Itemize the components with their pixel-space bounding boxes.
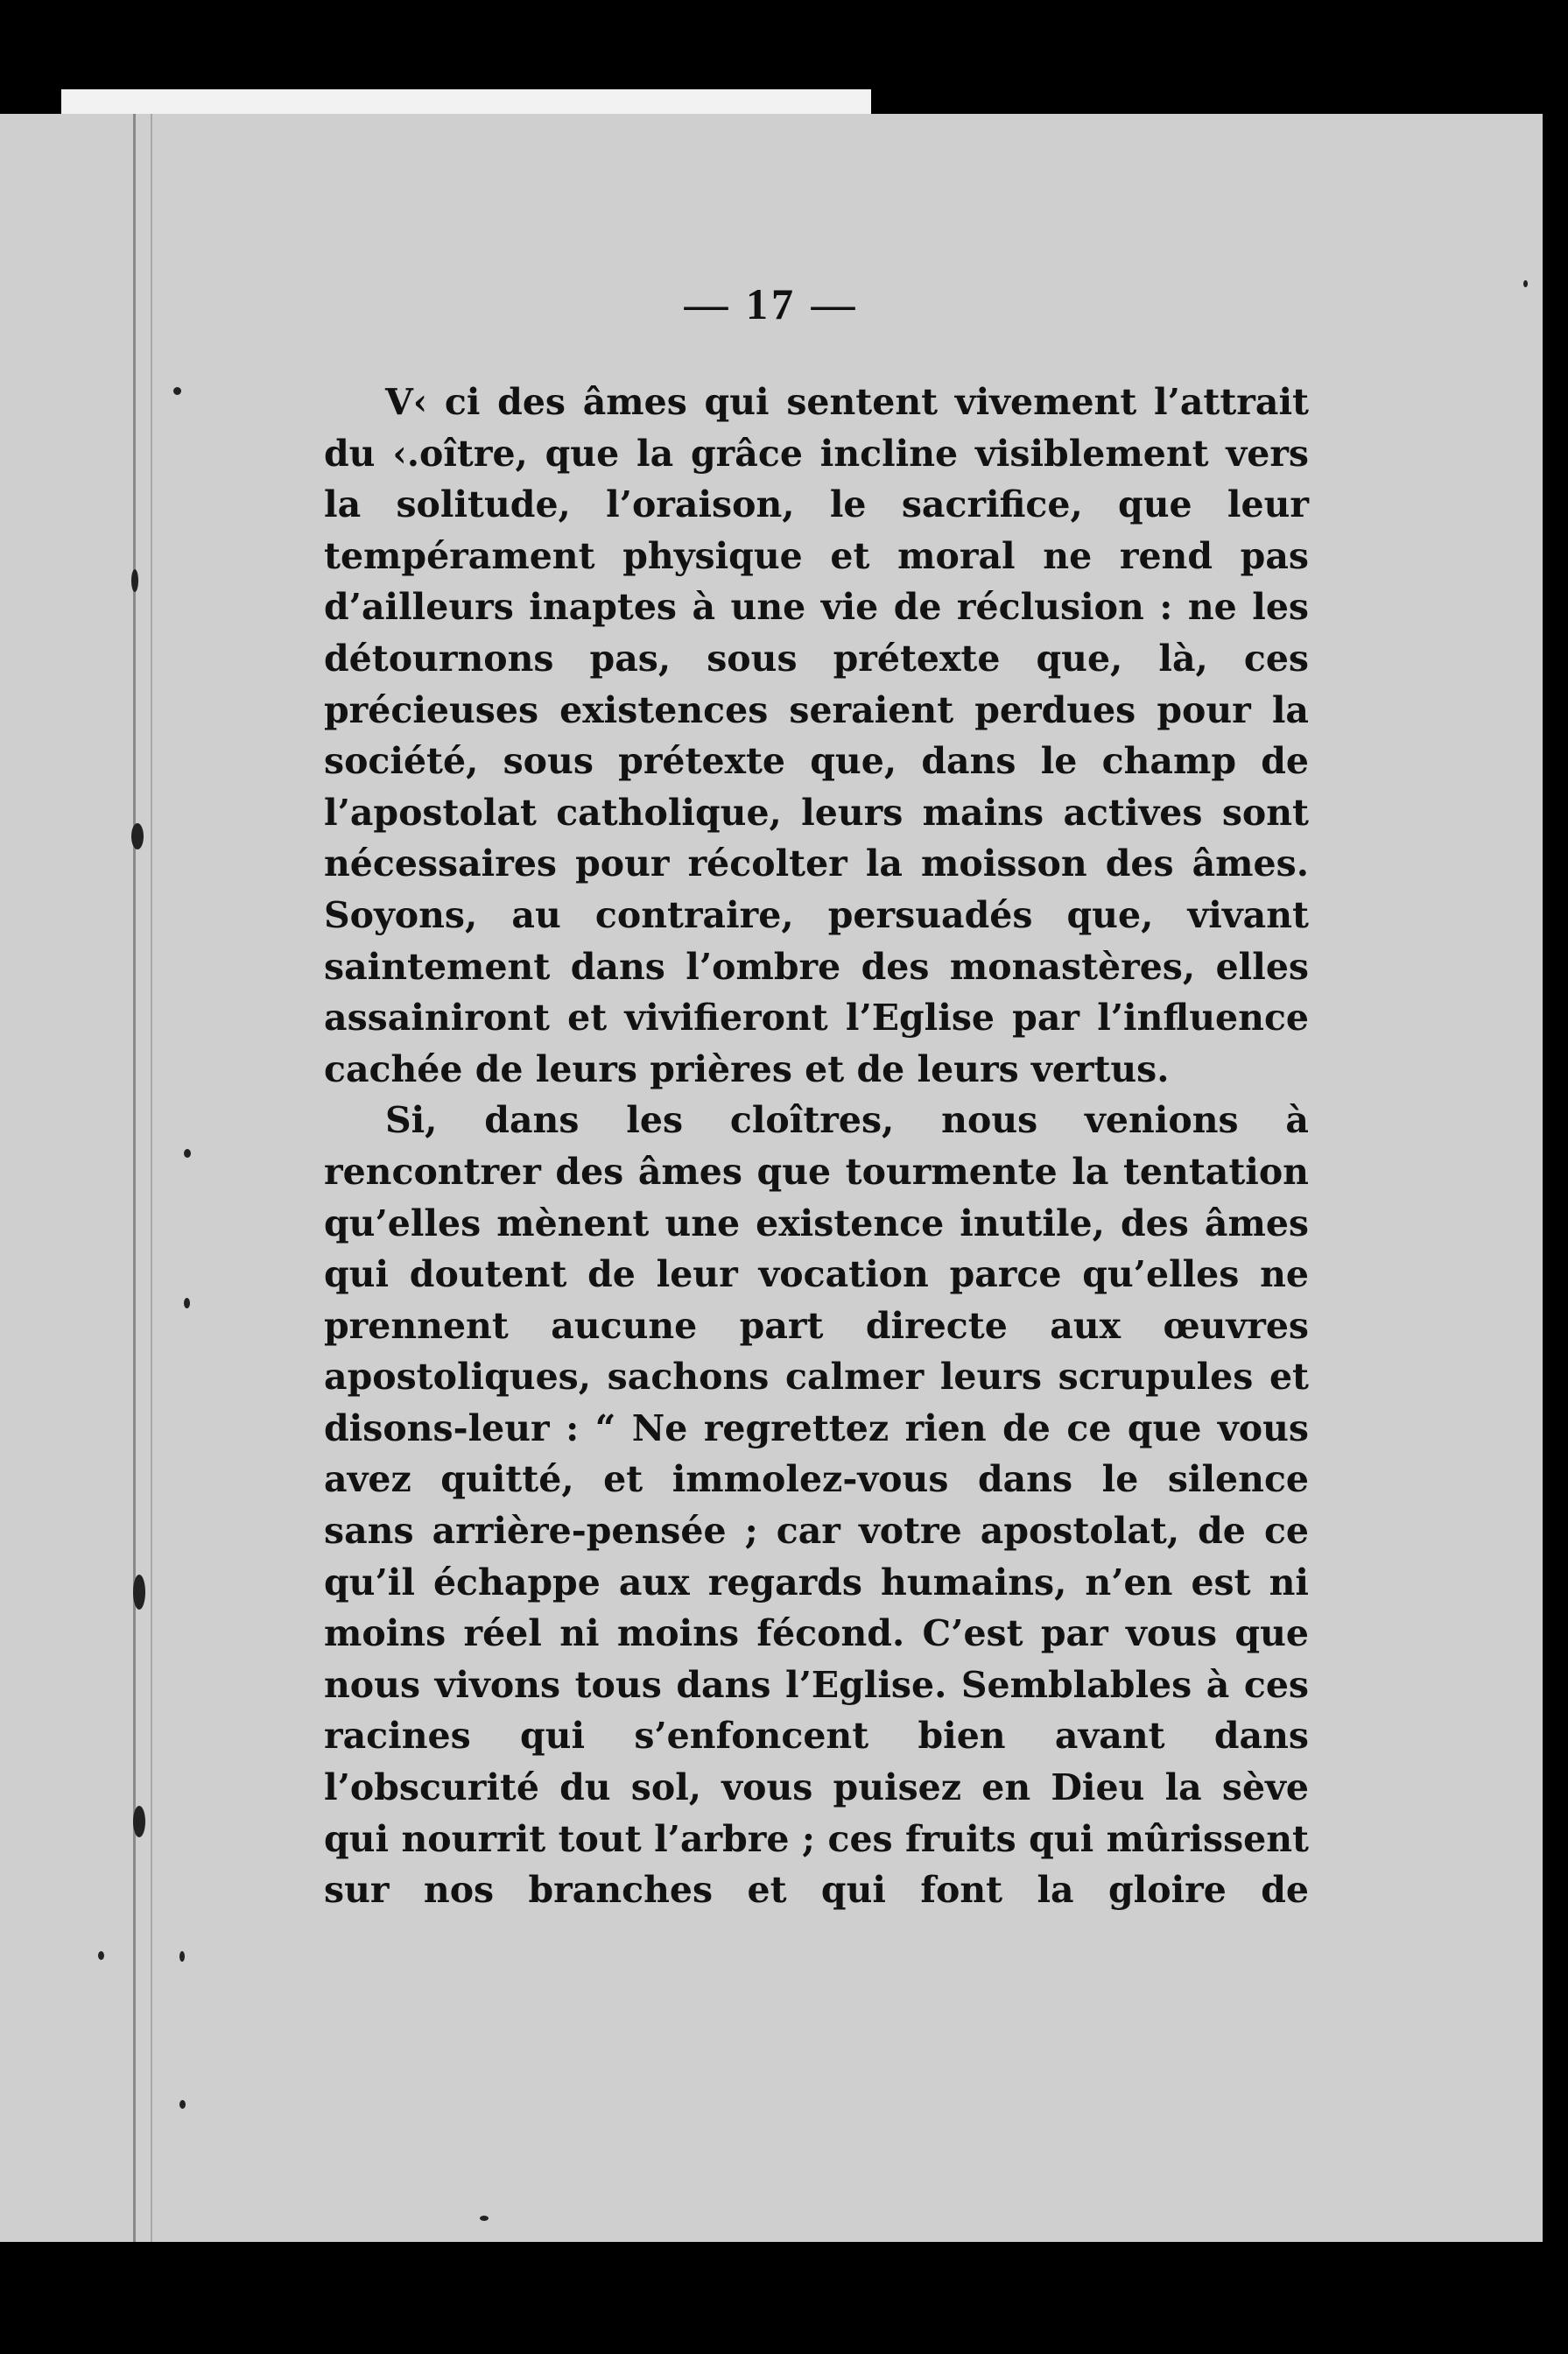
binding-margin-line [151, 114, 152, 2242]
paragraph-1: V‹ ci des âmes qui sentent vivement l’attrait du ‹.oître, que la grâce incline visiblement vers la solitude, l’oraison, le sacrifice, que leur tempérament physique et moral ne rend pas d’ailleurs inaptes à une vie de réclusion : ne les détournons pas, sous prétexte que, là, ces précieuses existences seraient perdues pour la société, sous prétexte que, dans le champ de l’apostolat catholique, leurs mains actives sont nécessaires pour récolter la moisson des âmes. Soyons, au contraire, persuadés que, vivant saintement dans l’ombre des monastères, elles assainiront et vivifieront l’Eglise par l’influence cachée de leurs prières et de leurs vertus. [324, 381, 1309, 1090]
binding-shadow-line [133, 114, 136, 2242]
scan-speck [133, 1806, 145, 1837]
scan-speck [184, 1298, 190, 1308]
photocopy-top-edge [61, 89, 871, 114]
scan-speck [98, 1951, 104, 1960]
page-number: — 17 — [684, 279, 859, 328]
scan-speck [179, 1951, 185, 1962]
scan-speck [179, 2100, 186, 2109]
scan-speck [480, 2216, 489, 2221]
paragraph-2: Si, dans les cloîtres, nous venions à rencontrer des âmes que tourmente la tentation qu’elles mènent une existence inutile, des âmes qui doutent de leur vocation parce qu’elles ne prennent aucune part directe aux œuvres apostoliques, sachons calmer leurs scrupules et disons-leur : “ Ne regrettez rien de ce que vous avez quitté, et immolez-vous dans le silence sans arrière-pensée ; car votre apostolat, de ce qu’il échappe aux regards humains, n’en est ni moins réel ni moins fécond. C’est par vous que nous vivons tous dans l’Eglise. Semblables à ces racines qui s’enfoncent bien avant dans l’obscurité du sol, vous puisez en Dieu la sève qui nourrit tout l’arbre ; ces fruits qui mûrissent sur nos branches et qui font la gloire de [324, 1099, 1309, 1912]
scanned-page [0, 114, 1543, 2242]
scan-speck [184, 1149, 191, 1158]
scan-speck [131, 569, 138, 592]
scan-speck [133, 1575, 145, 1610]
scan-speck [173, 387, 181, 395]
body-text [324, 377, 1309, 1916]
scan-speck [131, 823, 144, 849]
